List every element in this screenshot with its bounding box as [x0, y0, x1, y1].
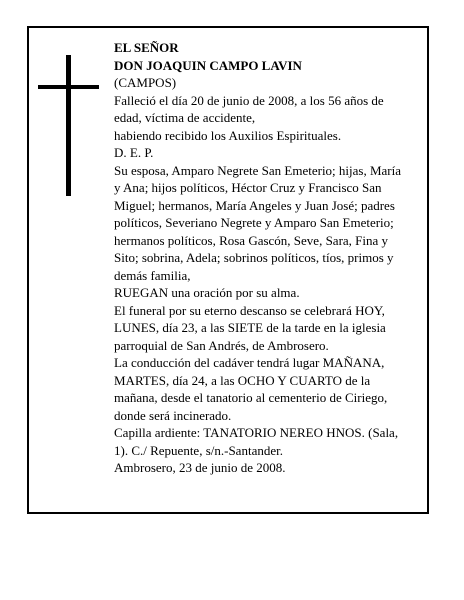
- death-statement: Falleció el día 20 de junio de 2008, a los 56 años de edad, víctima de accidente,: [114, 92, 384, 125]
- place-date: Ambrosero, 23 de junio de 2008.: [114, 460, 286, 475]
- obituary-title: EL SEÑOR: [114, 40, 179, 55]
- obituary-text: [114, 39, 406, 477]
- cross-vertical-bar: [66, 55, 71, 196]
- sacraments-statement: habiendo recibido los Auxilios Espirituales.: [114, 127, 342, 143]
- deceased-nickname: (CAMPOS): [114, 75, 177, 90]
- prayer-request: RUEGAN una oración por su alma.: [114, 285, 300, 300]
- funeral-details: El funeral por su eterno descanso se celebrará HOY, LUNES, día 23, a las SIETE de la tarde en la iglesia parroquial de San Andrés, de Ambrosero.: [114, 302, 386, 353]
- cross-horizontal-bar: [38, 85, 99, 89]
- family-list: Su esposa, Amparo Negrete San Emeterio; hijas, María y Ana; hijos políticos, Héctor Cruz y Francisco San Miguel; hermanos, María Angeles y Juan José; padres políticos, Severiano Negrete y Amparo San Emeterio; hermanos políticos, Rosa Gascón, Seve, Sara, Fina y Sito; sobrina, Adela; sobrinos políticos, tíos, primos y demás familia,: [114, 162, 402, 283]
- rip-text: D. E. P.: [114, 145, 154, 160]
- conduction-details: La conducción del cadáver tendrá lugar MAÑANA, MARTES, día 24, a las OCHO Y CUARTO de la mañana, desde el tanatorio al cementerio de Ciriego, donde será incinerado.: [114, 355, 388, 423]
- chapel-details: Capilla ardiente: TANATORIO NEREO HNOS. (Sala, 1). C./ Repuente, s/n.-Santander.: [114, 425, 399, 458]
- deceased-name: DON JOAQUIN CAMPO LAVIN: [114, 57, 302, 73]
